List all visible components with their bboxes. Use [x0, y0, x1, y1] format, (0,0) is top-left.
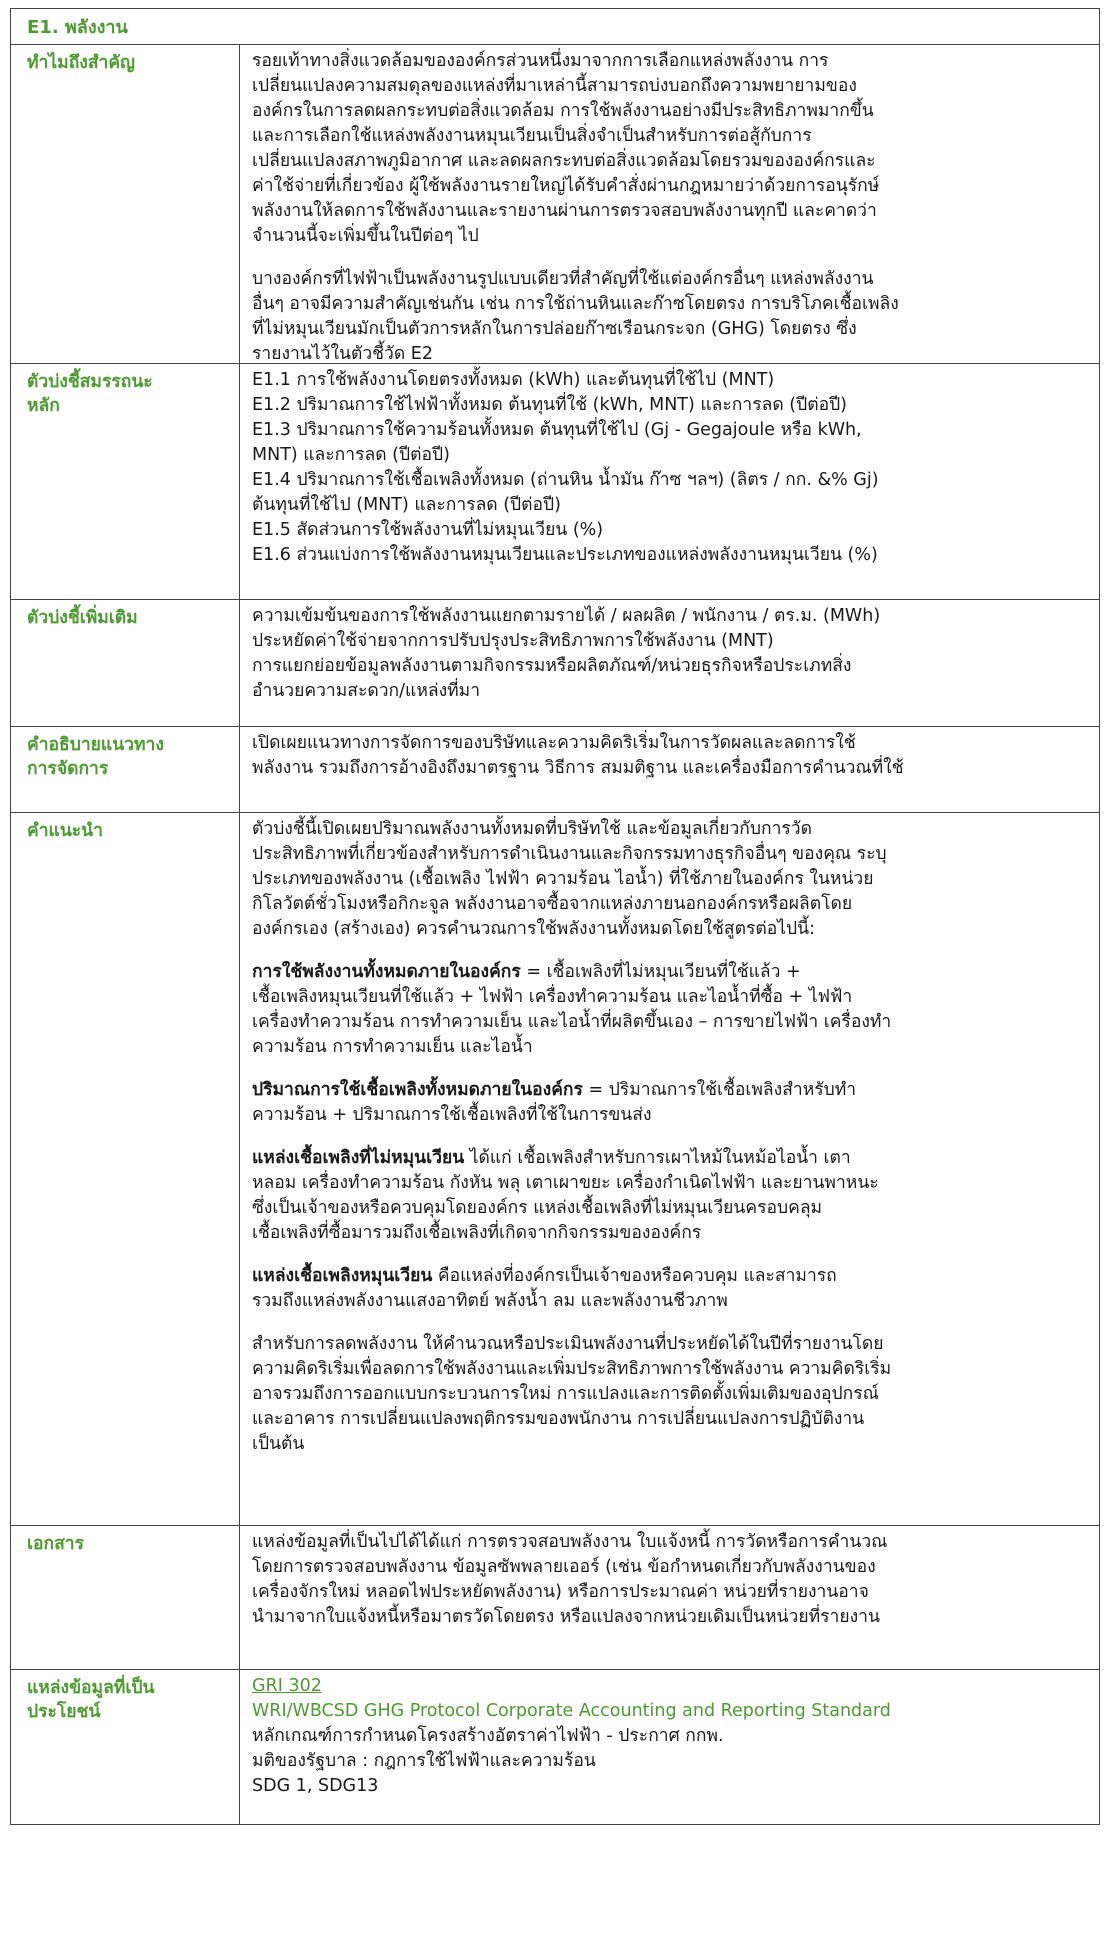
text-line: โดยการตรวจสอบพลังงาน ข้อมูลซัพพลายเออร์ (เช่น ข้อกำหนดเกี่ยวกับพลังงานของ [252, 1557, 876, 1577]
text-line: SDG 1, SDG13 [252, 1776, 379, 1796]
paragraph [252, 267, 1089, 367]
text-line: ความร้อน การทำความเย็น และไอน้ำ [252, 1037, 533, 1057]
paragraph [252, 49, 1089, 249]
text-line: เปลี่ยนแปลงสภาพภูมิอากาศ และลดผลกระทบต่อสิ่งแวดล้อมโดยรวมขององค์กรและ [252, 151, 876, 171]
row-content [240, 813, 1099, 1525]
label-line: การจัดการ [27, 759, 109, 779]
indicator-item: MNT) และการลด (ปีต่อปี) [252, 445, 450, 465]
text-run: = ปริมาณการใช้เชื้อเพลิงสำหรับทำ [582, 1080, 857, 1100]
definition-paragraph [252, 1146, 1089, 1246]
text-run: = เชื้อเพลิงที่ไม่หมุนเวียนที่ใช้แล้ว + [520, 962, 801, 982]
term-bold: แหล่งเชื้อเพลิงหมุนเวียน [252, 1266, 433, 1286]
text-line: พลังงาน รวมถึงการอ้างอิงถึงมาตรฐาน วิธีการ สมมติฐาน และเครื่องมือการคำนวณที่ใช้ [252, 758, 904, 778]
indicator-item: E1.3 ปริมาณการใช้ความร้อนทั้งหมด ต้นทุนที่ใช้ไป (Gj - Gegajoule หรือ kWh, [252, 420, 862, 440]
text-line: องค์กรเอง (สร้างเอง) ควรคำนวณการใช้พลังงานทั้งหมดโดยใช้สูตรต่อไปนี้: [252, 919, 815, 939]
row-guidance [11, 813, 1099, 1526]
formula-paragraph [252, 1078, 1089, 1128]
text-line [252, 1146, 1089, 1171]
term-bold: แหล่งเชื้อเพลิงที่ไม่หมุนเวียน [252, 1148, 465, 1168]
text-line: หลอม เครื่องทำความร้อน กังหัน พลุ เตาเผาขยะ เครื่องกำเนิดไฟฟ้า และยานพาหนะ [252, 1173, 879, 1193]
label-line: ตัวบ่งชี้สมรรถนะ [27, 372, 153, 392]
indicator-item: E1.2 ปริมาณการใช้ไฟฟ้าทั้งหมด ต้นทุนที่ใช้ (kWh, MNT) และการลด (ปีต่อปี) [252, 395, 848, 415]
indicator-item: ต้นทุนที่ใช้ไป (MNT) และการลด (ปีต่อปี) [252, 495, 561, 515]
text-line: ตัวบ่งชี้นี้เปิดเผยปริมาณพลังงานทั้งหมดที่บริษัทใช้ และข้อมูลเกี่ยวกับการวัด [252, 819, 812, 839]
text-line: ความคิดริเริ่มเพื่อลดการใช้พลังงานและเพิ่มประสิทธิภาพการใช้พลังงาน ความคิดริเริ่ม [252, 1359, 892, 1379]
text-line: รายงานไว้ในตัวชี้วัด E2 [252, 344, 433, 364]
text-line: ประเภทของพลังงาน (เชื้อเพลิง ไฟฟ้า ความร้อน ไอน้ำ) ที่ใช้ภายในองค์กร ในหน่วย [252, 869, 874, 889]
indicator-item: E1.5 สัดส่วนการใช้พลังงานที่ไม่หมุนเวียน (%) [252, 520, 604, 540]
text-line: หลักเกณฑ์การกำหนดโครงสร้างอัตราค่าไฟฟ้า - ประกาศ กกพ. [252, 1726, 724, 1746]
label-line: ประโยชน์ [27, 1702, 101, 1722]
text-line: นำมาจากใบแจ้งหนี้หรือมาตรวัดโดยตรง หรือแปลงจากหน่วยเดิมเป็นหน่วยที่รายงาน [252, 1607, 880, 1627]
text-line: บางองค์กรที่ไฟฟ้าเป็นพลังงานรูปแบบเดียวที่สำคัญที่ใช้แต่องค์กรอื่นๆ แหล่งพลังงาน [252, 269, 874, 289]
text-line: จำนวนนี้จะเพิ่มขึ้นในปีต่อๆ ไป [252, 226, 479, 246]
text-line: รอยเท้าทางสิ่งแวดล้อมขององค์กรส่วนหนึ่งมาจากการเลือกแหล่งพลังงาน การ [252, 51, 829, 71]
row-management-approach [11, 727, 1099, 813]
text-line: สำหรับการลดพลังงาน ให้คำนวณหรือประเมินพลังงานที่ประหยัดได้ในปีที่รายงานโดย [252, 1334, 884, 1354]
row-label [11, 1670, 240, 1824]
row-why-important [11, 45, 1099, 364]
row-label: ทำไมถึงสำคัญ [11, 45, 240, 363]
label-line: คำอธิบายแนวทาง [27, 735, 164, 755]
label-line: แหล่งข้อมูลที่เป็น [27, 1678, 155, 1698]
formula-paragraph [252, 960, 1089, 1060]
row-additional-indicators [11, 600, 1099, 727]
paragraph [252, 1332, 1089, 1457]
text-line: และอาคาร การเปลี่ยนแปลงพฤติกรรมของพนักงาน การเปลี่ยนแปลงการปฏิบัติงาน [252, 1409, 865, 1429]
row-label: คำแนะนำ [11, 813, 240, 1525]
ghg-protocol-link[interactable]: WRI/WBCSD GHG Protocol Corporate Accounting and Reporting Standard [252, 1701, 891, 1721]
text-line: เครื่องจักรใหม่ หลอดไฟประหยัดพลังงาน) หรือการประมาณค่า หน่วยที่รายงานอาจ [252, 1582, 869, 1602]
row-useful-resources [11, 1670, 1099, 1824]
text-line: ซึ่งเป็นเจ้าของหรือควบคุมโดยองค์กร แหล่งเชื้อเพลิงที่ไม่หมุนเวียนครอบคลุม [252, 1198, 823, 1218]
text-line [252, 1078, 1089, 1103]
term-bold: การใช้พลังงานทั้งหมดภายในองค์กร [252, 962, 521, 982]
row-label: เอกสาร [11, 1526, 240, 1669]
text-run: ได้แก่ เชื้อเพลิงสำหรับการเผาไหม้ในหม้อไอน้ำ เตา [464, 1148, 851, 1168]
text-line: และการเลือกใช้แหล่งพลังงานหมุนเวียนเป็นสิ่งจำเป็นสำหรับการต่อสู้กับการ [252, 126, 812, 146]
term-bold: ปริมาณการใช้เชื้อเพลิงทั้งหมดภายในองค์กร [252, 1080, 583, 1100]
text-line: ความร้อน + ปริมาณการใช้เชื้อเพลิงที่ใช้ในการขนส่ง [252, 1105, 652, 1125]
row-label [11, 727, 240, 812]
definition-paragraph [252, 1264, 1089, 1314]
indicator-item: E1.4 ปริมาณการใช้เชื้อเพลิงทั้งหมด (ถ่านหิน น้ำมัน ก๊าซ ฯลฯ) (ลิตร / กก. &% Gj) [252, 470, 879, 490]
text-line: องค์กรในการลดผลกระทบต่อสิ่งแวดล้อม การใช้พลังงานอย่างมีประสิทธิภาพมากขึ้น [252, 101, 874, 121]
row-label: ตัวบ่งชี้เพิ่มเติม [11, 600, 240, 726]
text-line [252, 1264, 1089, 1289]
text-line: ความเข้มข้นของการใช้พลังงานแยกตามรายได้ / ผลผลิต / พนักงาน / ตร.ม. (MWh) [252, 606, 881, 626]
text-line: เครื่องทำความร้อน การทำความเย็น และไอน้ำที่ผลิตขึ้นเอง – การขายไฟฟ้า เครื่องทำ [252, 1012, 892, 1032]
text-line [252, 960, 1089, 985]
text-line: อื่นๆ อาจมีความสำคัญเช่นกัน เช่น การใช้ถ่านหินและก๊าซโดยตรง การบริโภคเชื้อเพลิง [252, 294, 899, 314]
text-run: คือแหล่งที่องค์กรเป็นเจ้าของหรือควบคุม และสามารถ [432, 1266, 837, 1286]
text-line: ค่าใช้จ่ายที่เกี่ยวข้อง ผู้ใช้พลังงานรายใหญ่ได้รับคำสั่งผ่านกฎหมายว่าด้วยการอนุรักษ์ [252, 176, 880, 196]
row-content [240, 364, 1099, 599]
section-title: E1. พลังงาน [11, 9, 1099, 45]
indicator-item: E1.1 การใช้พลังงานโดยตรงทั้งหมด (kWh) และต้นทุนที่ใช้ไป (MNT) [252, 370, 775, 390]
text-line: ประสิทธิภาพที่เกี่ยวข้องสำหรับการดำเนินงานและกิจกรรมทางธุรกิจอื่นๆ ของคุณ ระบุ [252, 844, 887, 864]
paragraph [252, 817, 1089, 942]
gri-302-link[interactable]: GRI 302 [252, 1676, 322, 1696]
text-line: อำนวยความสะดวก/แหล่งที่มา [252, 681, 481, 701]
row-content [240, 1670, 1099, 1824]
energy-indicator-table [10, 8, 1100, 1825]
row-key-indicators [11, 364, 1099, 600]
text-line: อาจรวมถึงการออกแบบกระบวนการใหม่ การแปลงและการติดตั้งเพิ่มเติมของอุปกรณ์ [252, 1384, 879, 1404]
text-line: พลังงานให้ลดการใช้พลังงานและรายงานผ่านการตรวจสอบพลังงานทุกปี และคาดว่า [252, 201, 877, 221]
text-line: มติของรัฐบาล : กฎการใช้ไฟฟ้าและความร้อน [252, 1751, 596, 1771]
text-line: กิโลวัตต์ชั่วโมงหรือกิกะจูล พลังงานอาจซื้อจากแหล่งภายนอกองค์กรหรือผลิตโดย [252, 894, 853, 914]
row-content [240, 727, 1099, 812]
text-line: เปิดเผยแนวทางการจัดการของบริษัทและความคิดริเริ่มในการวัดผลและลดการใช้ [252, 733, 856, 753]
row-content [240, 1526, 1099, 1669]
text-line: การแยกย่อยข้อมูลพลังงานตามกิจกรรมหรือผลิตภัณฑ์/หน่วยธุรกิจหรือประเภทสิ่ง [252, 656, 852, 676]
text-line: เปลี่ยนแปลงความสมดุลของแหล่งที่มาเหล่านี้สามารถบ่งบอกถึงความพยายามของ [252, 76, 857, 96]
text-line: แหล่งข้อมูลที่เป็นไปได้ได้แก่ การตรวจสอบพลังงาน ใบแจ้งหนี้ การวัดหรือการคำนวณ [252, 1532, 888, 1552]
row-content [240, 600, 1099, 726]
text-line: รวมถึงแหล่งพลังงานแสงอาทิตย์ พลังน้ำ ลม และพลังงานชีวภาพ [252, 1291, 728, 1311]
indicator-item: E1.6 ส่วนแบ่งการใช้พลังงานหมุนเวียนและประเภทของแหล่งพลังงานหมุนเวียน (%) [252, 545, 878, 565]
row-content [240, 45, 1099, 363]
text-line: ที่ไม่หมุนเวียนมักเป็นตัวการหลักในการปล่อยก๊าซเรือนกระจก (GHG) โดยตรง ซึ่ง [252, 319, 857, 339]
row-label [11, 364, 240, 599]
text-line: เป็นต้น [252, 1434, 305, 1454]
label-line: หลัก [27, 396, 60, 416]
text-line: เชื้อเพลิงที่ซื้อมารวมถึงเชื้อเพลิงที่เกิดจากกิจกรรมขององค์กร [252, 1223, 702, 1243]
text-line: เชื้อเพลิงหมุนเวียนที่ใช้แล้ว + ไฟฟ้า เครื่องทำความร้อน และไอน้ำที่ซื้อ + ไฟฟ้า [252, 987, 853, 1007]
text-line: ประหยัดค่าใช้จ่ายจากการปรับปรุงประสิทธิภาพการใช้พลังงาน (MNT) [252, 631, 774, 651]
row-documents [11, 1526, 1099, 1670]
